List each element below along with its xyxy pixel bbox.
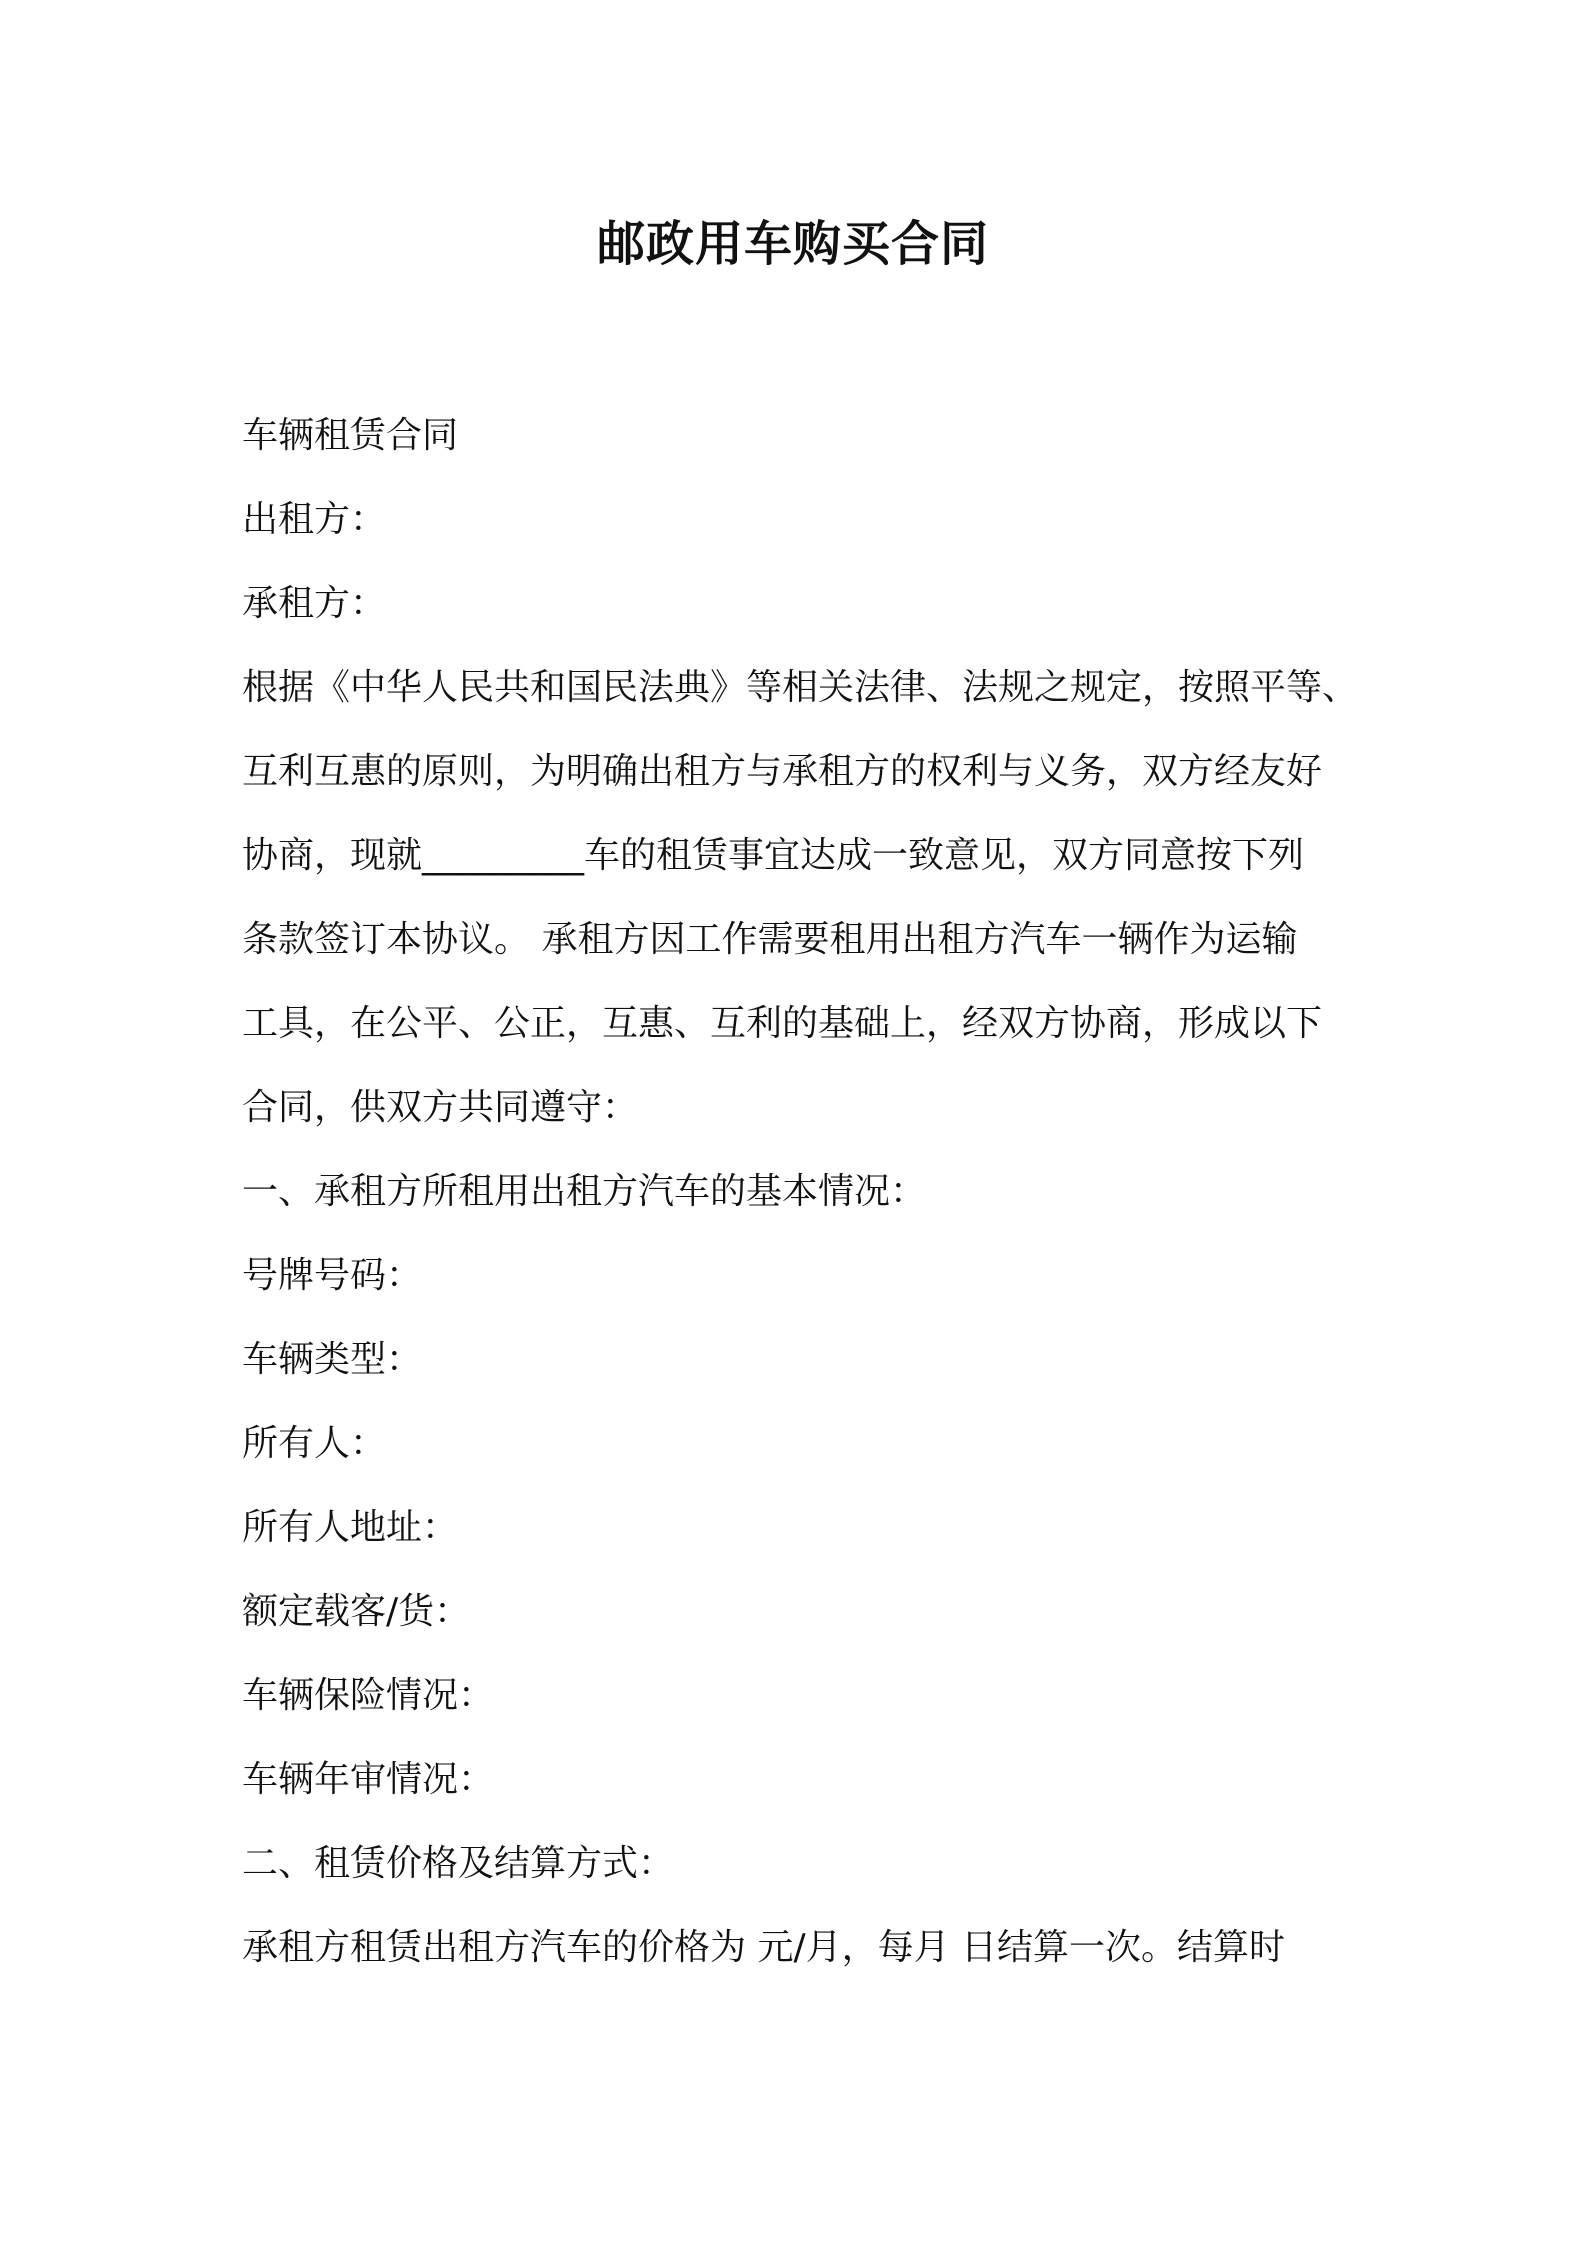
paragraph-line: 根据《中华人民共和国民法典》等相关法律、法规之规定，按照平等、: [242, 667, 1359, 708]
paragraph-line: 互利互惠的原则，为明确出租方与承租方的权利与义务，双方经友好: [242, 751, 1323, 792]
contract-subtitle: 车辆租赁合同: [242, 415, 459, 456]
paragraph-line: 条款签订本协议。 承租方因工作需要租用出租方汽车一辆作为运输: [242, 919, 1298, 960]
paragraph-line: 合同，供双方共同遵守：: [242, 1087, 639, 1128]
plate-number-field: 号牌号码：: [242, 1255, 423, 1296]
document-title: 邮政用车购买合同: [596, 216, 989, 272]
section-heading-1: 一、承租方所租用出租方汽车的基本情况：: [242, 1171, 927, 1212]
annual-inspection-field: 车辆年审情况：: [242, 1759, 495, 1800]
paragraph-line: 工具，在公平、公正，互惠、互利的基础上，经双方协商，形成以下: [242, 1003, 1323, 1044]
section-heading-2: 二、租赁价格及结算方式：: [242, 1843, 675, 1884]
lessor-field: 出租方：: [242, 499, 387, 540]
owner-address-field: 所有人地址：: [242, 1507, 459, 1548]
owner-field: 所有人：: [242, 1423, 387, 1464]
insurance-status-field: 车辆保险情况：: [242, 1675, 495, 1716]
rated-capacity-field: 额定载客/货：: [242, 1591, 471, 1632]
vehicle-type-field: 车辆类型：: [242, 1339, 423, 1380]
paragraph-line: 协商，现就_________车的租赁事宜达成一致意见，双方同意按下列: [242, 835, 1305, 876]
paragraph-line: 承租方租赁出租方汽车的价格为 元/月，每月 日结算一次。结算时: [242, 1927, 1286, 1968]
lessee-field: 承租方：: [242, 583, 387, 624]
